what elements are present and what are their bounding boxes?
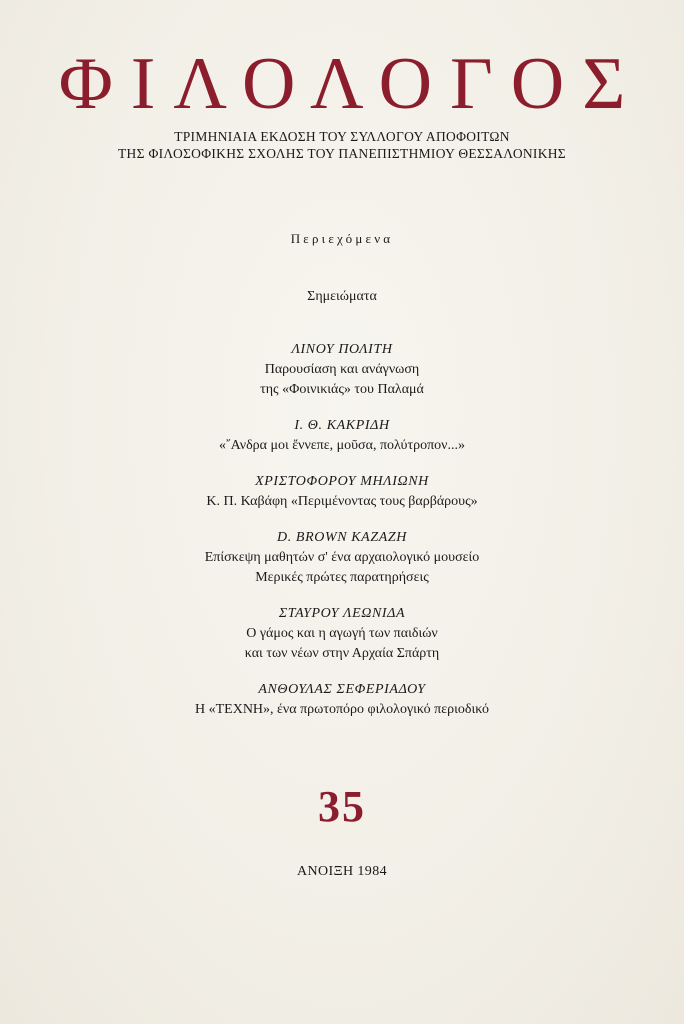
entry-title-line: και των νέων στην Αρχαία Σπάρτη <box>244 646 440 661</box>
entry-title-line: Παρουσίαση και ανάγνωση <box>264 362 420 377</box>
entry-title-line: Η «ΤΕΧΝΗ», ένα πρωτοπόρο φιλολογικό περιοδικό <box>195 702 489 717</box>
entry-author: ΧΡΙΣΤΟΦΟΡΟΥ ΜΗΛΙΩΝΗ <box>255 474 429 489</box>
toc-entry <box>0 472 684 512</box>
entry-author: ΛΙΝΟΥ ΠΟΛΙΤΗ <box>291 342 393 357</box>
contents-heading: Περιεχόμενα <box>290 231 394 246</box>
issue-number: 35 <box>318 782 366 831</box>
entry-title-line: Κ. Π. Καβάφη «Περιμένοντας τους βαρβάρους» <box>206 494 478 509</box>
toc-entry <box>0 528 684 588</box>
toc-entry <box>0 680 684 720</box>
entry-author: ΣΤΑΥΡΟΥ ΛΕΩΝΙΔΑ <box>278 606 406 621</box>
entry-title-line: Ο γάμος και η αγωγή των παιδιών <box>246 626 438 641</box>
entry-title-line: «῎Ανδρα μοι ἔννεπε, μοῦσα, πολύτροπον...» <box>219 438 465 453</box>
journal-subtitle-line-1: ΤΡΙΜΗΝΙΑΙΑ ΕΚΔΟΣΗ ΤΟΥ ΣΥΛΛΟΓΟΥ ΑΠΟΦΟΙΤΩΝ <box>174 129 510 144</box>
entry-author: ΑΝΘΟΥΛΑΣ ΣΕΦΕΡΙΑΔΟΥ <box>258 682 426 697</box>
notes-section-label: Σημειώματα <box>307 289 377 304</box>
toc-entry <box>0 416 684 456</box>
toc-entry <box>0 340 684 400</box>
table-of-contents <box>0 340 684 736</box>
toc-entry <box>0 604 684 664</box>
issue-season: ΑΝΟΙΞΗ 1984 <box>296 864 387 879</box>
masthead <box>0 44 684 162</box>
entry-author: Ι. Θ. ΚΑΚΡΙΔΗ <box>294 418 390 433</box>
entry-title-line: Επίσκεψη μαθητών σ' ένα αρχαιολογικό μουσείο <box>204 550 480 565</box>
entry-author: D. BROWN ΚΑΖΑΖΗ <box>277 530 407 545</box>
entry-title-line: Μερικές πρώτες παρατηρήσεις <box>255 570 429 585</box>
journal-title: ΦΙΛΟΛΟΓΟΣ <box>58 43 644 125</box>
entry-title-line: της «Φοινικιάς» του Παλαμά <box>260 382 424 397</box>
journal-subtitle-line-2: ΤΗΣ ΦΙΛΟΣΟΦΙΚΗΣ ΣΧΟΛΗΣ ΤΟΥ ΠΑΝΕΠΙΣΤΗΜΙΟΥ ΘΕΣΣΑΛΟΝΙΚΗΣ <box>118 146 566 161</box>
